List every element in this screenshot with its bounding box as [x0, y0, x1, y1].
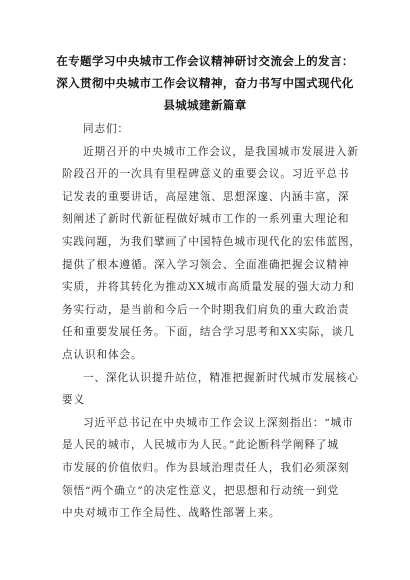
paragraph-line: 中央对城市工作全局性、战略性部署上来。: [62, 507, 281, 520]
paragraph-line: 领悟“两个确立”的决定性意义，把思想和行动统一到党: [62, 484, 339, 497]
paragraph-line: 务实行动，是当前和今后一个时期我们肩负的重大政治责: [62, 303, 350, 316]
paragraph-line: 是人民的城市，人民城市为人民。”此论断科学阐释了城: [62, 439, 339, 452]
paragraph-line: 刻阐述了新时代新征程做好城市工作的一系列重大理论和: [62, 213, 350, 226]
paragraph-line: 实践问题，为我们擘画了中国特色城市现代化的宏伟蓝图，: [62, 235, 361, 248]
title-line-3: 县城城建新篇章: [163, 98, 247, 112]
salutation: 同志们：: [83, 123, 129, 135]
title-line-2: 深入贯彻中央城市工作会议精神，奋力书写中国式现代化: [56, 76, 354, 90]
paragraph-line: 记发表的重要讲话，高屋建瓴、思想深邃、内涵丰富，深: [62, 190, 350, 203]
document-body: [62, 118, 361, 525]
heading-line: 一、深化认识提升站位，精准把握新时代城市发展核心: [83, 371, 359, 384]
paragraph-line: 习近平总书记在中央城市工作会议上深刻指出：“城市: [83, 416, 354, 429]
heading-line: 要义: [62, 394, 85, 407]
paragraph-line: 点认识和体会。: [62, 348, 143, 361]
paragraph-line: 近期召开的中央城市工作会议，是我国城市发展进入新: [83, 145, 359, 158]
title-line-1: 在专题学习中央城市工作会议精神研讨交流会上的发言：: [56, 54, 354, 68]
paragraph-1: [62, 141, 361, 367]
section-heading-1: [62, 367, 359, 412]
paragraph-line: 任和重要发展任务。下面，结合学习思考和XX实际，谈几: [62, 326, 355, 339]
paragraph-2: [62, 412, 352, 525]
paragraph-line: 市发展的价值依归。作为县域治理责任人，我们必须深刻: [62, 461, 350, 474]
paragraph-line: 提供了根本遵循。深入学习领会、全面准确把握会议精神: [62, 258, 350, 271]
document-title: [40, 50, 370, 116]
paragraph-line: 实质，并将其转化为推动XX城市高质量发展的强大动力和: [62, 281, 355, 294]
paragraph-line: 阶段召开的一次具有里程碑意义的重要会议。习近平总书: [62, 168, 350, 181]
